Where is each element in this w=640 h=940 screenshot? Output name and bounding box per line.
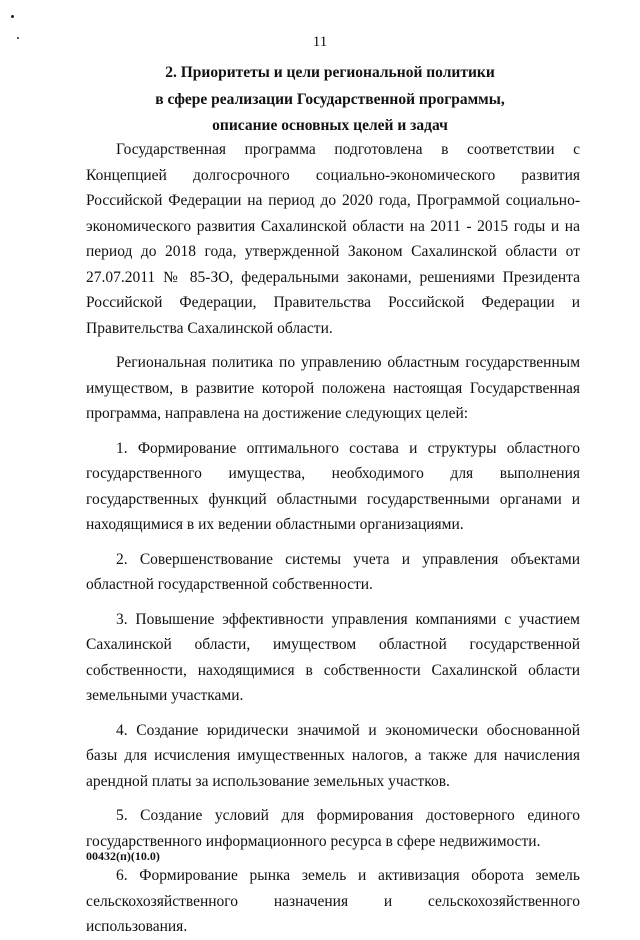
heading-line-3: описание основных целей и задач	[212, 117, 448, 134]
goal-item-6: 6. Формирование рынка земель и активизация оборота земель сельскохозяйственного назначения и сельскохозяйственного использования.	[86, 867, 580, 935]
heading-line-1: 2. Приоритеты и цели региональной политики	[165, 64, 495, 81]
paragraph-intro: Государственная программа подготовлена в соответствии с Концепцией долгосрочного социально-экономического развития Российской Федерации на период до 2020 года, Программой социально-экономического развития Сахалинской области на 2011 - 2015 годы и на период до 2018 года, утвержденной Законом Сахалинской области от 27.07.2011 № 85-ЗО, федеральными законами, решениями Президента Российской Федерации, Правительства Российской Федерации и Правительства Сахалинской области.	[86, 141, 580, 337]
page-number: 11	[312, 34, 328, 50]
paragraph-policy: Региональная политика по управлению областным государственным имуществом, в развитие которой положена настоящая Государственная программа, направлена на достижение следующих целей:	[86, 354, 580, 422]
heading-line-2: в сфере реализации Государственной программы,	[155, 90, 505, 108]
goal-item-2: 2. Совершенствование системы учета и управления объектами областной государственной собственности.	[86, 550, 580, 593]
document-code: 00432(п)(10.0)	[86, 849, 160, 863]
section-heading	[80, 60, 580, 140]
goal-item-3: 3. Повышение эффективности управления компаниями с участием Сахалинской области, имуществом областной государственной собственности, находящимися в собственности Сахалинской области земельными участками.	[86, 610, 580, 704]
goal-item-5: 5. Создание условий для формирования достоверного единого государственного информационного ресурса в сфере недвижимости.	[86, 807, 580, 850]
goal-item-1: 1. Формирование оптимального состава и структуры областного государственного имущества, необходимого для выполнения государственных функций областными государственными органами и находящимися в их ведении областными организациями.	[86, 439, 580, 533]
scan-speck	[11, 15, 14, 18]
goal-item-4: 4. Создание юридически значимой и экономически обоснованной базы для исчисления имущественных налогов, а также для начисления арендной платы за использование земельных участков.	[86, 721, 580, 790]
document-body	[86, 137, 580, 940]
